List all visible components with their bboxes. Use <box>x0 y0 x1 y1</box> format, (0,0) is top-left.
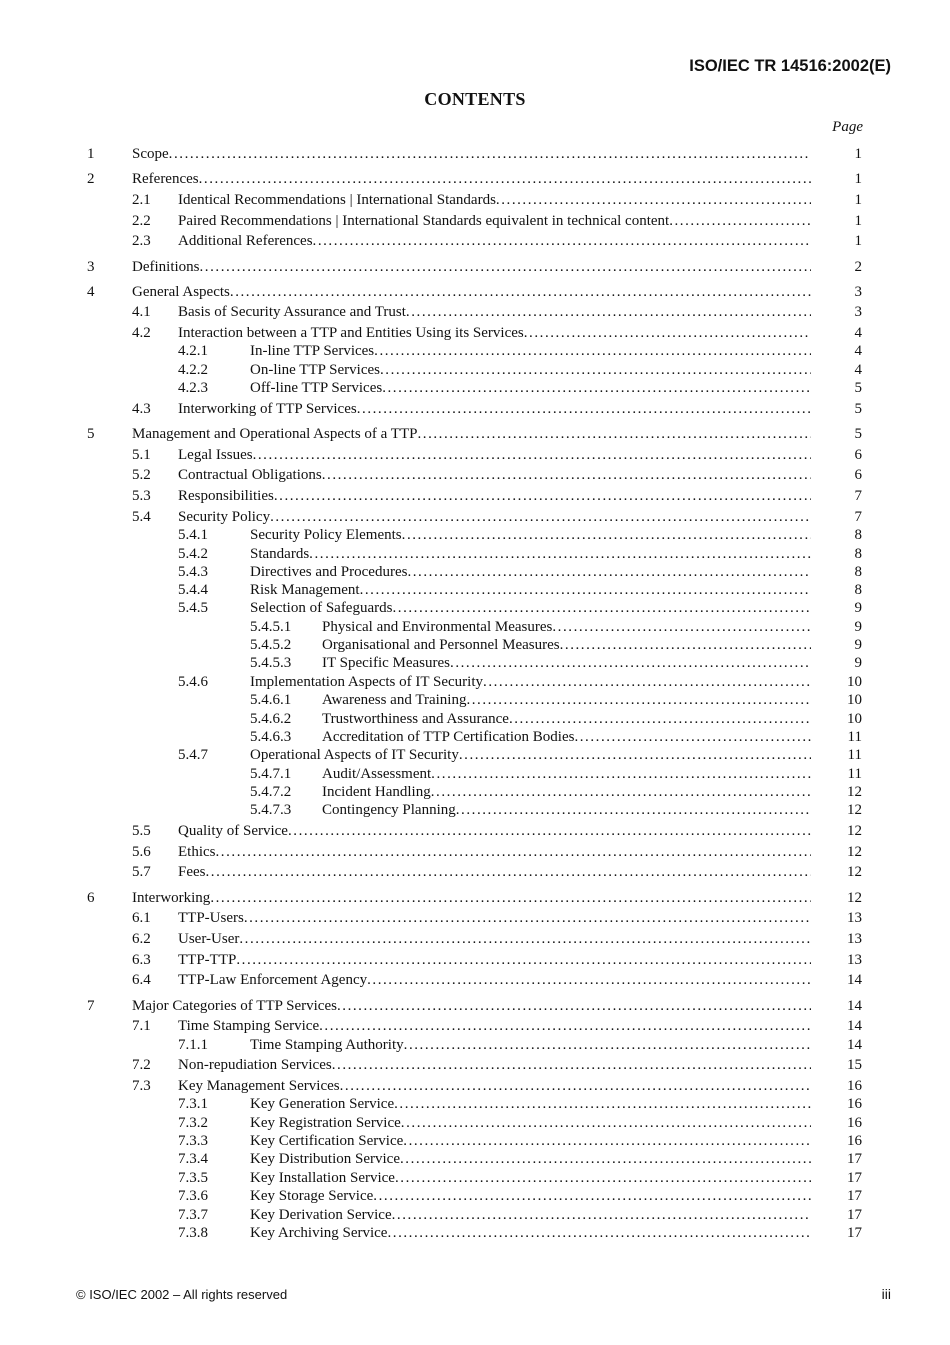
footer-copyright: © ISO/IEC 2002 – All rights reserved <box>76 1287 288 1302</box>
toc-entry-title-text: Security Policy Elements <box>250 527 402 543</box>
toc-entry-title <box>250 526 811 544</box>
toc-entry-number: 7.3.1 <box>178 1096 208 1112</box>
toc-entry-number: 5.7 <box>132 864 151 880</box>
toc-entry-title-text: IT Specific Measures <box>322 655 451 671</box>
toc-entry-page: 3 <box>854 284 862 300</box>
toc-entry-number: 7.3.3 <box>178 1133 208 1149</box>
toc-entry-page: 16 <box>847 1078 862 1094</box>
toc-entry-title <box>250 563 811 581</box>
toc-entry-title <box>322 783 811 801</box>
toc-entry-number: 5.4.5 <box>178 600 208 616</box>
toc-entry-title-text: Trustworthiness and Assurance <box>322 711 509 727</box>
toc-entry-title <box>132 145 811 163</box>
toc-entry-title-text: General Aspects <box>132 284 230 300</box>
toc-entry-title-text: References <box>132 171 199 187</box>
toc-entry-number: 7.3.8 <box>178 1225 208 1241</box>
toc-entry[interactable] <box>0 1114 950 1132</box>
toc-entry-title-text: Standards <box>250 546 310 562</box>
toc-entry-number: 2 <box>87 171 95 187</box>
toc-entry-page: 14 <box>847 1037 862 1053</box>
toc-entry[interactable] <box>0 1169 950 1187</box>
toc-entry-title-text: Quality of Service <box>178 823 288 839</box>
toc-entry-title <box>322 710 811 728</box>
toc-entry-title-text: Time Stamping Authority <box>250 1037 404 1053</box>
toc-entry[interactable] <box>0 1132 950 1150</box>
toc-entry-page: 1 <box>854 192 862 208</box>
toc-entry-title <box>322 801 811 819</box>
toc-entry-title-text: Audit/Assessment <box>322 766 432 782</box>
toc-entry-number: 7 <box>87 998 95 1014</box>
toc-entry-title-text: TTP-Law Enforcement Agency <box>178 972 368 988</box>
toc-entry[interactable] <box>0 599 950 617</box>
toc-entry[interactable] <box>0 930 950 948</box>
toc-entry-number: 4.1 <box>132 304 151 320</box>
toc-entry[interactable] <box>0 863 950 881</box>
toc-entry-number: 7.1.1 <box>178 1037 208 1053</box>
toc-entry-page: 17 <box>847 1188 862 1204</box>
toc-entry[interactable] <box>0 951 950 969</box>
toc-entry-title <box>250 673 811 691</box>
toc-entry-title-text: Paired Recommendations | International Standards equivalent in technical content <box>178 213 670 229</box>
toc-entry-page: 9 <box>854 600 862 616</box>
toc-entry-title-text: Contingency Planning <box>322 802 456 818</box>
toc-entry[interactable] <box>0 710 950 728</box>
toc-entry-title <box>250 1169 811 1187</box>
toc-entry-page: 11 <box>847 747 862 763</box>
toc-entry-title-text: In-line TTP Services <box>250 343 375 359</box>
toc-entry-page: 12 <box>847 890 862 906</box>
toc-entry-number: 5.4.6.1 <box>250 692 292 708</box>
toc-entry[interactable] <box>0 545 950 563</box>
toc-entry[interactable] <box>0 425 950 443</box>
toc-entry[interactable] <box>0 170 950 188</box>
toc-entry-page: 9 <box>854 655 862 671</box>
toc-entry[interactable] <box>0 303 950 321</box>
toc-entry-title <box>250 746 811 764</box>
toc-entry-title-text: Scope <box>132 146 169 162</box>
toc-entry-title <box>178 971 811 989</box>
toc-entry-title <box>322 765 811 783</box>
toc-entry-page: 14 <box>847 972 862 988</box>
toc-entry-title <box>178 1056 811 1074</box>
toc-entry-page: 5 <box>854 380 862 396</box>
toc-entry-title-text: Major Categories of TTP Services <box>132 998 337 1014</box>
toc-entry[interactable] <box>0 654 950 672</box>
toc-entry-title-text: Key Distribution Service <box>250 1151 400 1167</box>
toc-entry-number: 6.4 <box>132 972 151 988</box>
toc-entry[interactable] <box>0 765 950 783</box>
toc-entry-page: 9 <box>854 637 862 653</box>
toc-entry-title-text: Management and Operational Aspects of a TTP <box>132 426 418 442</box>
toc-entry[interactable] <box>0 1036 950 1054</box>
toc-entry-title <box>178 843 811 861</box>
toc-entry[interactable] <box>0 783 950 801</box>
toc-entry-title <box>250 1187 811 1205</box>
toc-entry-title-text: Identical Recommendations | International Standards <box>178 192 496 208</box>
toc-entry-title-text: Directives and Procedures <box>250 564 408 580</box>
toc-entry[interactable] <box>0 1224 950 1242</box>
toc-entry-title-text: Time Stamping Service <box>178 1018 320 1034</box>
toc-entry-number: 7.3 <box>132 1078 151 1094</box>
toc-entry-title-text: Key Registration Service <box>250 1115 401 1131</box>
toc-entry-title-text: Ethics <box>178 844 216 860</box>
toc-entry-title-text: Fees <box>178 864 206 880</box>
toc-entry[interactable] <box>0 1150 950 1168</box>
toc-entry-number: 6 <box>87 890 95 906</box>
toc-entry-title <box>132 170 811 188</box>
toc-entry-title <box>250 545 811 563</box>
toc-entry-title-text: Key Storage Service <box>250 1188 374 1204</box>
toc-entry-title-text: Off-line TTP Services <box>250 380 383 396</box>
toc-entry-number: 6.2 <box>132 931 151 947</box>
toc-entry[interactable] <box>0 971 950 989</box>
toc-entry-page: 14 <box>847 1018 862 1034</box>
toc-entry-title-text: TTP-Users <box>178 910 244 926</box>
toc-entry-page: 8 <box>854 546 862 562</box>
toc-entry-number: 7.3.4 <box>178 1151 208 1167</box>
toc-entry-title <box>178 508 811 526</box>
toc-entry-title <box>178 466 811 484</box>
toc-entry-title <box>132 283 811 301</box>
toc-entry-number: 7.1 <box>132 1018 151 1034</box>
toc-entry-title-text: Key Management Services <box>178 1078 340 1094</box>
toc-entry-page: 17 <box>847 1225 862 1241</box>
toc-entry[interactable] <box>0 691 950 709</box>
toc-entry-page: 4 <box>854 343 862 359</box>
toc-entry-number: 2.2 <box>132 213 151 229</box>
toc-entry-number: 5.4.7.3 <box>250 802 292 818</box>
toc-entry-number: 5.4.7 <box>178 747 208 763</box>
toc-entry-number: 5.5 <box>132 823 151 839</box>
toc-entry[interactable] <box>0 1187 950 1205</box>
toc-entry[interactable] <box>0 1206 950 1224</box>
toc-entry-number: 5.4.6.3 <box>250 729 292 745</box>
toc-entry-title <box>178 191 811 209</box>
toc-entry-title <box>178 303 811 321</box>
toc-entry-title <box>132 258 811 276</box>
toc-entry-page: 7 <box>854 488 862 504</box>
toc-entry-page: 15 <box>847 1057 862 1073</box>
toc-entry-title <box>322 728 811 746</box>
toc-entry[interactable] <box>0 636 950 654</box>
toc-entry-title <box>178 1017 811 1035</box>
toc-entry-title-text: Key Derivation Service <box>250 1207 392 1223</box>
toc-entry-number: 6.1 <box>132 910 151 926</box>
toc-entry-page: 11 <box>847 729 862 745</box>
toc-entry[interactable] <box>0 526 950 544</box>
toc-entry-page: 9 <box>854 619 862 635</box>
toc-entry-page: 4 <box>854 362 862 378</box>
toc-entry-number: 3 <box>87 259 95 275</box>
toc-entry-page: 8 <box>854 582 862 598</box>
toc-entry-title-text: Interworking <box>132 890 211 906</box>
toc-entry-number: 7.2 <box>132 1057 151 1073</box>
toc-entry-number: 5.4 <box>132 509 151 525</box>
toc-entry-number: 5.4.5.3 <box>250 655 292 671</box>
toc-entry-number: 4.2.3 <box>178 380 208 396</box>
toc-entry-title <box>250 342 811 360</box>
toc-entry-number: 5.4.7.1 <box>250 766 292 782</box>
toc-entry-page: 12 <box>847 823 862 839</box>
toc-entry[interactable] <box>0 1095 950 1113</box>
toc-entry-title <box>250 1132 811 1150</box>
toc-entry-page: 6 <box>854 467 862 483</box>
toc-entry-number: 4 <box>87 284 95 300</box>
toc-entry-title-text: Responsibilities <box>178 488 274 504</box>
toc-entry[interactable] <box>0 400 950 418</box>
toc-entry-page: 4 <box>854 325 862 341</box>
toc-entry-page: 12 <box>847 844 862 860</box>
toc-entry-number: 5.4.5.2 <box>250 637 292 653</box>
toc-entry[interactable] <box>0 379 950 397</box>
toc-entry-title-text: Basis of Security Assurance and Trust <box>178 304 406 320</box>
toc-entry-page: 17 <box>847 1151 862 1167</box>
toc-entry-page: 13 <box>847 931 862 947</box>
toc-entry-title <box>178 863 811 881</box>
toc-entry-number: 5 <box>87 426 95 442</box>
toc-entry[interactable] <box>0 342 950 360</box>
toc-entry-page: 3 <box>854 304 862 320</box>
toc-entry-number: 5.4.3 <box>178 564 208 580</box>
toc-entry-number: 5.2 <box>132 467 151 483</box>
toc-entry-page: 1 <box>854 171 862 187</box>
toc-entry[interactable] <box>0 801 950 819</box>
toc-entry-number: 6.3 <box>132 952 151 968</box>
toc-entry-page: 10 <box>847 674 862 690</box>
toc-entry-title <box>250 1206 811 1224</box>
toc-entry-title-text: Security Policy <box>178 509 271 525</box>
toc-entry[interactable] <box>0 889 950 907</box>
toc-entry[interactable] <box>0 1077 950 1095</box>
toc-entry-title-text: Risk Management <box>250 582 360 598</box>
document-identifier: ISO/IEC TR 14516:2002(E) <box>689 57 891 75</box>
toc-entry-page: 5 <box>854 426 862 442</box>
toc-entry-page: 17 <box>847 1170 862 1186</box>
toc-entry[interactable] <box>0 822 950 840</box>
toc-entry[interactable] <box>0 191 950 209</box>
toc-entry-title <box>250 599 811 617</box>
toc-entry-number: 7.3.5 <box>178 1170 208 1186</box>
toc-entry-title <box>178 822 811 840</box>
toc-entry-title <box>250 1114 811 1132</box>
toc-entry-page: 12 <box>847 784 862 800</box>
toc-entry-title <box>178 487 811 505</box>
toc-entry[interactable] <box>0 997 950 1015</box>
toc-entry-title <box>132 997 811 1015</box>
toc-entry-number: 5.4.4 <box>178 582 208 598</box>
toc-entry-title-text: TTP-TTP <box>178 952 237 968</box>
toc-entry-page: 6 <box>854 447 862 463</box>
toc-entry-page: 7 <box>854 509 862 525</box>
toc-entry-page: 5 <box>854 401 862 417</box>
toc-entry-number: 5.6 <box>132 844 151 860</box>
page-title: CONTENTS <box>424 89 526 109</box>
toc-entry[interactable] <box>0 324 950 342</box>
toc-entry-title-text: User-User <box>178 931 240 947</box>
toc-entry-title-text: Implementation Aspects of IT Security <box>250 674 484 690</box>
toc-entry-title-text: Key Certification Service <box>250 1133 404 1149</box>
toc-entry-title-text: Legal Issues <box>178 447 253 463</box>
toc-entry[interactable] <box>0 909 950 927</box>
toc-entry[interactable] <box>0 843 950 861</box>
toc-entry-page: 1 <box>854 213 862 229</box>
toc-entry-number: 4.2.2 <box>178 362 208 378</box>
toc-entry-title <box>178 324 811 342</box>
toc-entry-title <box>250 581 811 599</box>
toc-entry-number: 4.2 <box>132 325 151 341</box>
toc-entry-page: 11 <box>847 766 862 782</box>
toc-entry-page: 12 <box>847 802 862 818</box>
toc-entry[interactable] <box>0 361 950 379</box>
toc-entry-page: 16 <box>847 1115 862 1131</box>
toc-entry-page: 8 <box>854 564 862 580</box>
toc-entry-title-text: Interworking of TTP Services <box>178 401 357 417</box>
toc-entry-title <box>322 636 811 654</box>
toc-entry-number: 5.4.6 <box>178 674 208 690</box>
toc-entry-title-text: Contractual Obligations <box>178 467 322 483</box>
toc-entry-title <box>178 212 811 230</box>
toc-entry[interactable] <box>0 508 950 526</box>
toc-entry-title <box>178 1077 811 1095</box>
toc-entry-title-text: Organisational and Personnel Measures <box>322 637 560 653</box>
toc-entry-title <box>178 930 811 948</box>
toc-entry-page: 13 <box>847 910 862 926</box>
toc-entry-title-text: Awareness and Training <box>322 692 467 708</box>
toc-entry-page: 16 <box>847 1133 862 1149</box>
toc-entry-title-text: Key Installation Service <box>250 1170 395 1186</box>
toc-entry-title <box>250 361 811 379</box>
toc-entry-page: 14 <box>847 998 862 1014</box>
toc-entry-number: 5.4.1 <box>178 527 208 543</box>
toc-entry-title-text: Additional References <box>178 233 313 249</box>
toc-entry-title <box>178 232 811 250</box>
toc-entry-title <box>250 1095 811 1113</box>
toc-entry-title-text: Key Archiving Service <box>250 1225 388 1241</box>
toc-entry-title-text: Non-repudiation Services <box>178 1057 332 1073</box>
toc-entry-page: 1 <box>854 233 862 249</box>
toc-entry[interactable] <box>0 283 950 301</box>
toc-entry-number: 5.3 <box>132 488 151 504</box>
toc-entry-title <box>178 446 811 464</box>
toc-entry-title <box>322 618 811 636</box>
toc-entry-title <box>322 654 811 672</box>
toc-entry-title <box>178 400 811 418</box>
toc-entry-title <box>250 1224 811 1242</box>
toc-entry-number: 5.4.5.1 <box>250 619 292 635</box>
toc-entry-page: 13 <box>847 952 862 968</box>
toc-entry-number: 1 <box>87 146 95 162</box>
toc-entry-number: 7.3.6 <box>178 1188 208 1204</box>
toc-entry[interactable] <box>0 258 950 276</box>
toc-entry-number: 7.3.2 <box>178 1115 208 1131</box>
toc-entry-page: 2 <box>854 259 862 275</box>
toc-entry-page: 17 <box>847 1207 862 1223</box>
page-column-label: Page <box>832 119 863 135</box>
toc-entry[interactable] <box>0 673 950 691</box>
toc-entry-title <box>178 909 811 927</box>
toc-entry[interactable] <box>0 563 950 581</box>
toc-entry-title-text: Selection of Safeguards <box>250 600 393 616</box>
toc-entry-number: 2.3 <box>132 233 151 249</box>
toc-entry-page: 16 <box>847 1096 862 1112</box>
toc-entry-title-text: Interaction between a TTP and Entities Using its Services <box>178 325 524 341</box>
toc-entry-page: 10 <box>847 692 862 708</box>
toc-entry[interactable] <box>0 212 950 230</box>
toc-entry-title-text: Operational Aspects of IT Security <box>250 747 459 763</box>
toc-entry[interactable] <box>0 581 950 599</box>
toc-entry[interactable] <box>0 618 950 636</box>
toc-entry-number: 5.4.7.2 <box>250 784 292 800</box>
toc-entry-title <box>250 379 811 397</box>
toc-entry-title-text: Physical and Environmental Measures <box>322 619 553 635</box>
footer-page-number: iii <box>881 1286 891 1302</box>
toc-entry-title <box>132 425 811 443</box>
toc-entry[interactable] <box>0 746 950 764</box>
toc-entry-page: 12 <box>847 864 862 880</box>
toc-entry[interactable] <box>0 145 950 163</box>
toc-entry-title <box>178 951 811 969</box>
toc-entry-title <box>250 1036 811 1054</box>
toc-entry-title <box>322 691 811 709</box>
toc-entry-title-text: Incident Handling <box>322 784 431 800</box>
toc-entry-number: 7.3.7 <box>178 1207 208 1223</box>
toc-entry[interactable] <box>0 232 950 250</box>
toc-entry-page: 8 <box>854 527 862 543</box>
toc-entry-title-text: Accreditation of TTP Certification Bodies <box>322 729 575 745</box>
toc-entry[interactable] <box>0 1056 950 1074</box>
toc-entry[interactable] <box>0 466 950 484</box>
toc-entry-number: 4.2.1 <box>178 343 208 359</box>
toc-entry[interactable] <box>0 1017 950 1035</box>
toc-entry-page: 1 <box>854 146 862 162</box>
toc-entry-title-text: Definitions <box>132 259 200 275</box>
toc-entry-title-text: Key Generation Service <box>250 1096 395 1112</box>
toc-entry-number: 2.1 <box>132 192 151 208</box>
toc-entry-number: 4.3 <box>132 401 151 417</box>
toc-entry-page: 10 <box>847 711 862 727</box>
toc-entry[interactable] <box>0 487 950 505</box>
toc-entry-title <box>250 1150 811 1168</box>
toc-entry-title <box>132 889 811 907</box>
toc-entry[interactable] <box>0 728 950 746</box>
toc-entry-number: 5.1 <box>132 447 151 463</box>
toc-entry-number: 5.4.2 <box>178 546 208 562</box>
toc-entry[interactable] <box>0 446 950 464</box>
toc-entry-number: 5.4.6.2 <box>250 711 292 727</box>
toc-entry-title-text: On-line TTP Services <box>250 362 380 378</box>
